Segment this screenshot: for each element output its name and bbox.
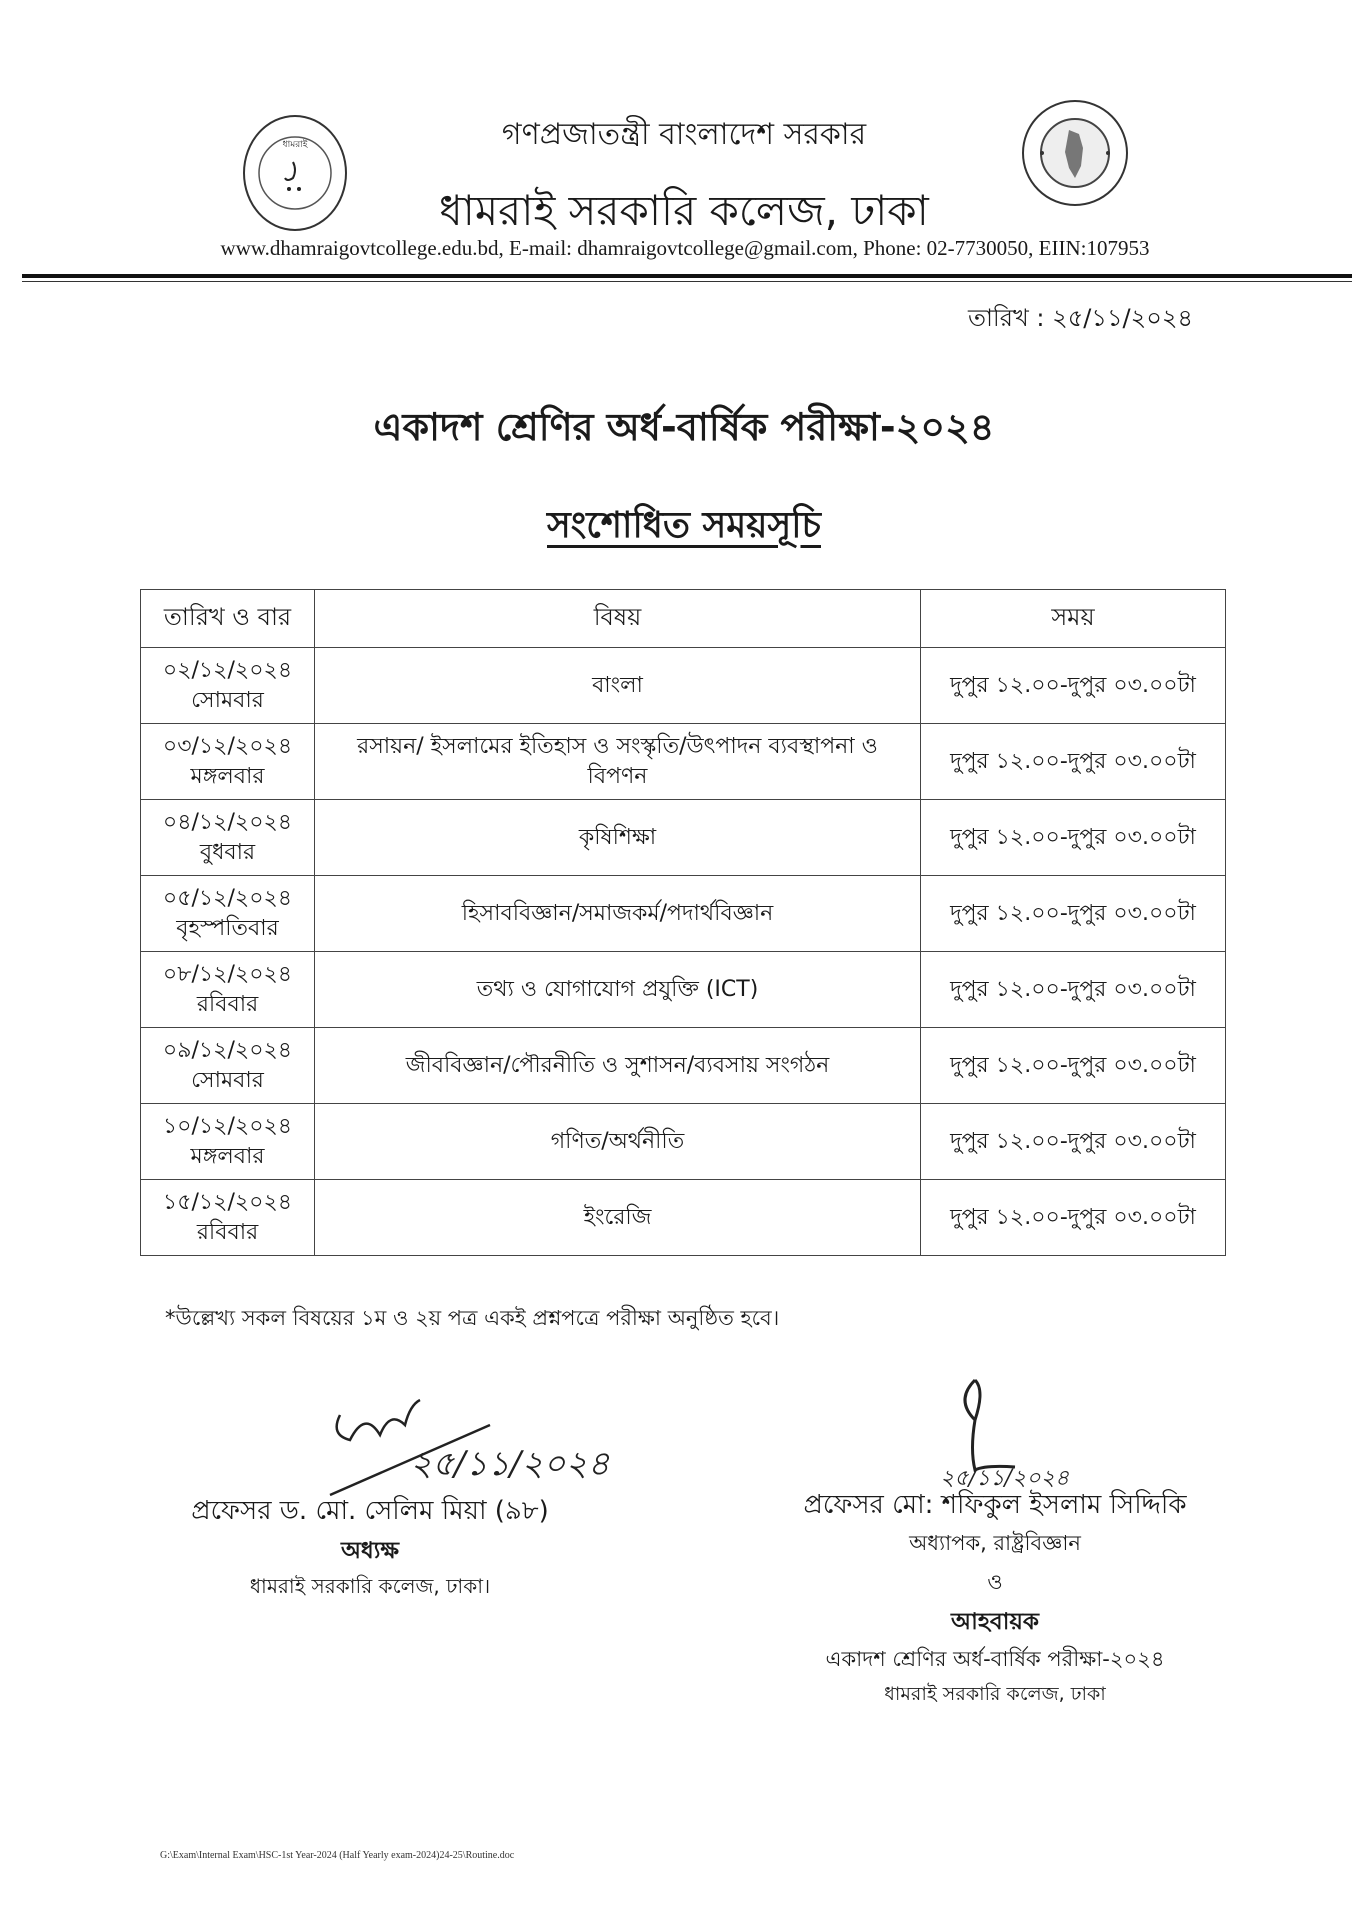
college-name: ধামরাই সরকারি কলেজ, ঢাকা [439,186,929,235]
exam-day: মঙ্গলবার [190,763,265,789]
table-row [141,1104,1226,1180]
exam-date: ০৩/১২/২০২৪ [162,733,293,759]
right-signatory-designation: অধ্যাপক, রাষ্ট্রবিজ্ঞান [909,1531,1081,1555]
svg-text:ধামরাই: ধামরাই [282,140,308,150]
svg-text:২৫/১১/২০২৪: ২৫/১১/২০২৪ [940,1466,1070,1490]
time-cell: দুপুর ১২.০০-দুপুর ০৩.০০টা [921,876,1226,952]
subject-cell: জীববিজ্ঞান/পৌরনীতি ও সুশাসন/ব্যবসায় সংগঠন [315,1028,921,1104]
exam-note: *উল্লেখ্য সকল বিষয়ের ১ম ও ২য় পত্র একই প্রশ্নপত্রে পরীক্ষা অনুষ্ঠিত হবে। [165,1306,780,1330]
government-heading: গণপ্রজাতন্ত্রী বাংলাদেশ সরকার [501,117,867,152]
contact-info: www.dhamraigovtcollege.edu.bd, E-mail: dhamraigovtcollege@gmail.com, Phone: 02-7730050, EIIN:107953 [220,236,1150,260]
file-path-footer: G:\Exam\Internal Exam\HSC-1st Year-2024 (Half Yearly exam-2024)24-25\Routine.doc [160,1850,515,1861]
subject-cell: গণিত/অর্থনীতি [315,1104,921,1180]
table-row [141,724,1226,800]
table-row [141,648,1226,724]
time-cell: দুপুর ১২.০০-দুপুর ০৩.০০টা [921,952,1226,1028]
subject-cell: ইংরেজি [315,1180,921,1256]
exam-day: সোমবার [191,1067,264,1093]
time-cell: দুপুর ১২.০০-দুপুর ০৩.০০টা [921,1028,1226,1104]
exam-date: ১০/১২/২০২৪ [162,1113,293,1139]
issue-date: তারিখ : ২৫/১১/২০২৪ [967,304,1193,332]
document-subtitle [0,498,1368,558]
exam-day: রবিবার [196,991,259,1017]
date-day-cell [141,952,315,1028]
time-cell: দুপুর ১২.০০-দুপুর ০৩.০০টা [921,800,1226,876]
table-row [141,952,1226,1028]
time-cell: দুপুর ১২.০০-দুপুর ০৩.০০টা [921,1180,1226,1256]
subtitle-text: সংশোধিত সময়সূচি [547,505,821,546]
right-signatory-exam: একাদশ শ্রেণির অর্ধ-বার্ষিক পরীক্ষা-২০২৪ [825,1647,1165,1671]
table-row [141,876,1226,952]
date-day-cell [141,1028,315,1104]
time-cell: দুপুর ১২.০০-দুপুর ০৩.০০টা [921,648,1226,724]
time-cell: দুপুর ১২.০০-দুপুর ০৩.০০টা [921,1104,1226,1180]
exam-date: ০৪/১২/২০২৪ [162,809,293,835]
date-day-cell [141,648,315,724]
exam-day: বৃহস্পতিবার [176,915,279,941]
right-signatory-name: প্রফেসর মো: শফিকুল ইসলাম সিদ্দিকি [803,1490,1187,1520]
left-signatory-name: প্রফেসর ড. মো. সেলিম মিয়া (৯৮) [191,1496,549,1526]
header-date-day: তারিখ ও বার [141,590,315,648]
header-time: সময় [921,590,1226,648]
exam-date: ০৫/১২/২০২৪ [162,885,293,911]
header-subject: বিষয় [315,590,921,648]
table-header-row [141,590,1226,648]
table-row [141,1180,1226,1256]
subject-cell: রসায়ন/ ইসলামের ইতিহাস ও সংস্কৃতি/উৎপাদন ব্যবস্থাপনা ও বিপণন [315,724,921,800]
date-day-cell [141,1180,315,1256]
right-signatory-conjunction: ও [987,1570,1003,1594]
subject-cell: তথ্য ও যোগাযোগ প্রযুক্তি (ICT) [315,952,921,1028]
subject-cell: কৃষিশিক্ষা [315,800,921,876]
subject-cell: হিসাববিজ্ঞান/সমাজকর্ম/পদার্থবিজ্ঞান [315,876,921,952]
svg-text:২৫/১১/২০২৪: ২৫/১১/২০২৪ [410,1444,610,1484]
exam-day: মঙ্গলবার [190,1143,265,1169]
signature-left [320,1395,640,1505]
date-day-cell [141,724,315,800]
table-row [141,1028,1226,1104]
date-day-cell [141,800,315,876]
exam-day: বুধবার [199,839,256,865]
time-cell: দুপুর ১২.০০-দুপুর ০৩.০০টা [921,724,1226,800]
signature-right [900,1370,1120,1490]
exam-date: ০৯/১২/২০২৪ [162,1037,293,1063]
exam-day: রবিবার [196,1219,259,1245]
right-signatory-institution: ধামরাই সরকারি কলেজ, ঢাকা [884,1683,1106,1705]
header-divider [22,274,1352,278]
header-divider-thin [22,281,1352,282]
date-day-cell [141,876,315,952]
left-signatory-designation: অধ্যক্ষ [340,1538,400,1564]
left-signatory-institution: ধামরাই সরকারি কলেজ, ঢাকা। [249,1574,491,1598]
exam-day: সোমবার [191,687,264,713]
exam-date: ০২/১২/২০২৪ [162,657,293,683]
date-day-cell [141,1104,315,1180]
table-row [141,800,1226,876]
document-title: একাদশ শ্রেণির অর্ধ-বার্ষিক পরীক্ষা-২০২৪ [373,405,995,449]
exam-schedule-table [140,589,1226,1256]
exam-date: ১৫/১২/২০২৪ [162,1189,293,1215]
exam-date: ০৮/১২/২০২৪ [162,961,293,987]
right-signatory-role: আহবায়ক [950,1609,1040,1635]
subject-cell: বাংলা [315,648,921,724]
